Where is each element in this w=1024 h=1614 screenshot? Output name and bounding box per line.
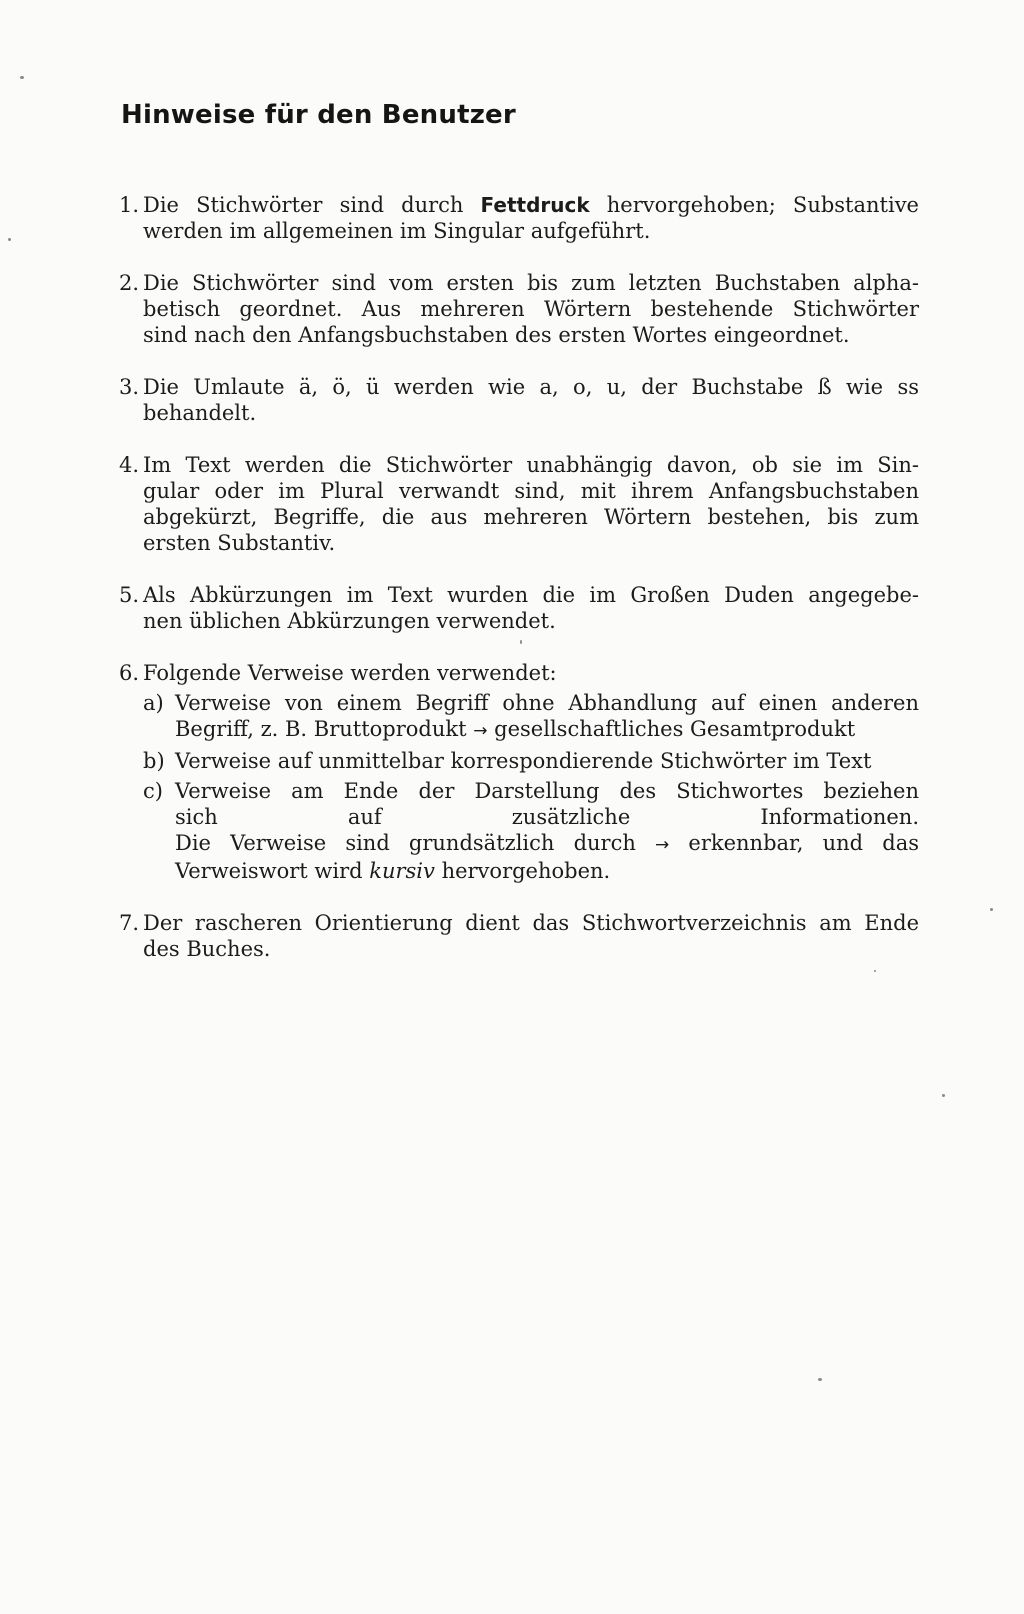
scan-speck (942, 1094, 945, 1097)
text-run: Verweise am Ende der Darstellung des Stichwortes beziehen (175, 779, 919, 803)
item-text (143, 452, 919, 556)
text-line (143, 530, 919, 556)
text-run: betisch geordnet. Aus mehreren Wörtern bestehende Stichwörter (143, 297, 919, 321)
text-run: Als Abkürzungen im Text wurden die im Großen Duden angegebe- (143, 583, 919, 607)
text-run: hervorgehoben. (434, 859, 611, 883)
text-run: Im Text werden die Stichwörter unabhängig davon, ob sie im Sin- (143, 453, 919, 477)
item-text (143, 374, 919, 426)
list-item (119, 374, 919, 426)
scan-speck (874, 970, 876, 972)
item-number: 3. (119, 375, 140, 399)
page-title: Hinweise für den Benutzer (121, 100, 516, 130)
italic-text: kursiv (369, 859, 435, 883)
text-line (175, 804, 919, 830)
text-run: Folgende Verweise werden verwendet: (143, 661, 557, 685)
text-run: hervorgehoben; Substantive (589, 193, 919, 217)
scan-speck (990, 908, 993, 911)
text-line (143, 910, 919, 936)
sub-item-letter: a) (143, 691, 164, 715)
scan-speck (818, 1378, 822, 1381)
text-line (175, 830, 919, 858)
text-run: Verweise von einem Begriff ohne Abhandlung auf einen anderen (175, 691, 919, 715)
text-run: Der rascheren Orientierung dient das Stichwortverzeichnis am Ende (143, 911, 919, 935)
text-line (175, 716, 919, 744)
item-text (143, 270, 919, 348)
text-line (143, 296, 919, 322)
sub-item-text (175, 748, 919, 774)
text-line (143, 936, 919, 962)
list-item (119, 192, 919, 244)
text-run: ersten Substantiv. (143, 531, 336, 555)
text-run: sich auf zusätzliche Informationen. (175, 805, 919, 829)
list-item (119, 270, 919, 348)
text-line (143, 608, 919, 634)
list-item (119, 910, 919, 962)
scan-speck (20, 76, 24, 79)
text-line (143, 322, 919, 348)
arrow-icon: → (655, 835, 670, 855)
text-run: Verweiswort wird (175, 859, 370, 883)
text-line (143, 192, 919, 218)
text-run: behandelt. (143, 401, 257, 425)
text-run: werden im allgemeinen im Singular aufgeführt. (143, 219, 651, 243)
arrow-icon: → (473, 721, 488, 741)
text-line (175, 858, 919, 884)
item-number: 4. (119, 453, 140, 477)
item-number: 6. (119, 661, 140, 685)
item-text (143, 582, 919, 634)
text-line (175, 690, 919, 716)
text-run: abgekürzt, Begriffe, die aus mehreren Wörtern bestehen, bis zum (143, 505, 919, 529)
item-text (143, 910, 919, 962)
text-line (143, 374, 919, 400)
item-number: 1. (119, 193, 140, 217)
list-item (119, 452, 919, 556)
text-line (143, 504, 919, 530)
sub-item (143, 690, 919, 744)
sub-item-text (175, 778, 919, 884)
instruction-list (119, 192, 919, 988)
item-number: 7. (119, 911, 140, 935)
text-run: nen üblichen Abkürzungen verwendet. (143, 609, 556, 633)
text-run: gesellschaftliches Gesamtprodukt (487, 717, 856, 741)
bold-text: Fettdruck (480, 193, 590, 217)
scan-speck (8, 238, 11, 241)
text-run: sind nach den Anfangsbuchstaben des ersten Wortes eingeordnet. (143, 323, 850, 347)
text-line (143, 478, 919, 504)
sub-item-letter: b) (143, 749, 165, 773)
text-line (143, 660, 919, 686)
text-line (143, 452, 919, 478)
sub-item (143, 778, 919, 884)
item-text (143, 192, 919, 244)
text-run: erkennbar, und das (669, 831, 919, 855)
sub-item-letter: c) (143, 779, 163, 803)
item-number: 2. (119, 271, 140, 295)
list-item (119, 660, 919, 884)
sub-item-text (175, 690, 919, 744)
text-run: Die Stichwörter sind vom ersten bis zum letzten Buchstaben alpha- (143, 271, 919, 295)
text-run: Verweise auf unmittelbar korrespondierende Stichwörter im Text (175, 749, 872, 773)
text-run: Die Umlaute ä, ö, ü werden wie a, o, u, der Buchstabe ß wie ss (143, 375, 919, 399)
sub-item (143, 748, 919, 774)
item-text (143, 660, 919, 686)
list-item (119, 582, 919, 634)
text-run: Begriff, z. B. Bruttoprodukt (175, 717, 474, 741)
text-line (143, 270, 919, 296)
text-run: gular oder im Plural verwandt sind, mit ihrem Anfangsbuchstaben (143, 479, 919, 503)
text-line (175, 748, 919, 774)
text-line (143, 218, 919, 244)
text-run: des Buches. (143, 937, 271, 961)
text-line (175, 778, 919, 804)
text-line (143, 582, 919, 608)
text-run: Die Stichwörter sind durch (143, 193, 481, 217)
text-line (143, 400, 919, 426)
scan-speck (520, 640, 522, 644)
text-run: Die Verweise sind grundsätzlich durch (175, 831, 656, 855)
item-number: 5. (119, 583, 140, 607)
